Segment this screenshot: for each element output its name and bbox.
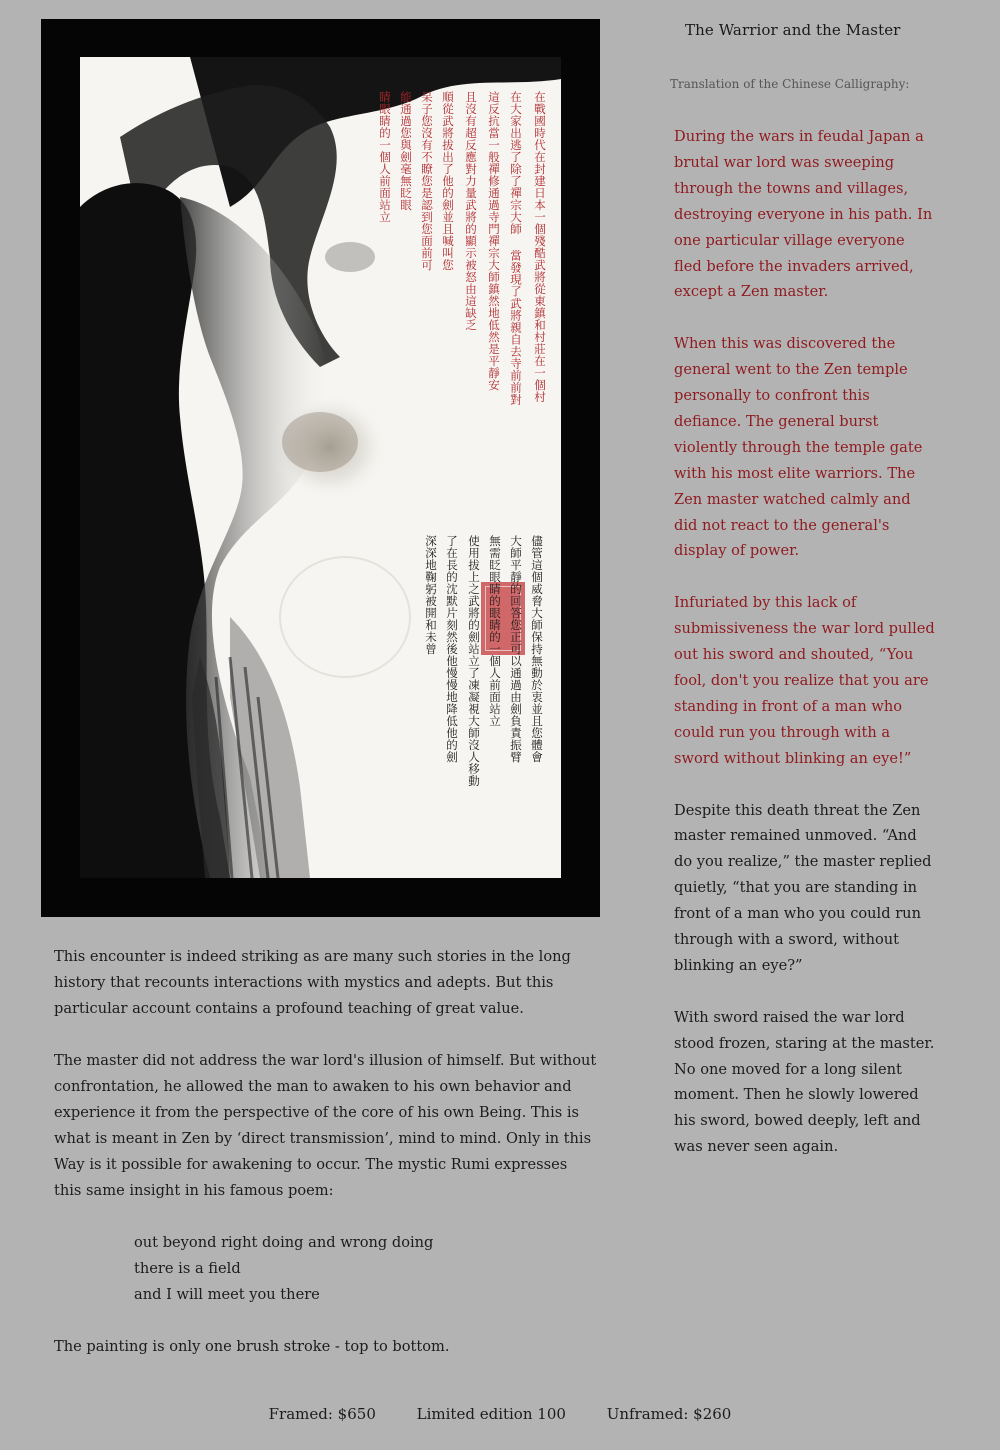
calligraphy-column: 在大家出逃了除了禪宗大師 當發現了武將親自去寺前前對 xyxy=(509,91,523,406)
calligraphy-painting xyxy=(80,57,561,878)
poem-line: out beyond right doing and wrong doing xyxy=(134,1234,434,1251)
unframed-price: Unframed: $260 xyxy=(606,1405,732,1423)
framed-price: Framed: $650 xyxy=(268,1405,376,1423)
calligraphy-column: 儘管這個威脅大師保持無動於衷並且您體會 xyxy=(530,535,544,763)
story-paragraph: Infuriated by this lack of submissiveness the war lord pulled out his sword and shouted, “You fool, don't you realize that you are standing in front of a man who could run you through with a sword without blinking an eye!” xyxy=(674,594,935,767)
rumi-poem xyxy=(134,1230,599,1308)
painting-frame xyxy=(41,19,600,917)
poem-line: there is a field xyxy=(134,1260,241,1277)
translation-heading: Translation of the Chinese Calligraphy: xyxy=(670,77,910,91)
calligraphy-column: 這反抗當一般禪修通過寺門禪宗大師鎮然地低然是平靜安 xyxy=(487,91,501,391)
story-translation xyxy=(674,124,936,1186)
calligraphy-column: 大師平靜的回答您正可以通過由劍負責振臂 xyxy=(509,535,523,763)
calligraphy-column: 睛眼睛的一個人前面站立 xyxy=(378,91,392,223)
commentary-essay xyxy=(54,944,599,1386)
poem-line: and I will meet you there xyxy=(134,1286,320,1303)
calligraphy-column: 且沒有超反應對力量武將的顯示被怒由這缺乏 xyxy=(464,91,478,331)
calligraphy-column: 順從武將拔出了他的劍並且喊叫您 xyxy=(441,91,455,271)
calligraphy-column: 能通過您與劍毫無眨眼 xyxy=(399,91,413,211)
calligraphy-column: 在戰國時代在封建日本一個殘酷武將從東鎮和村莊在一個村 xyxy=(533,91,547,403)
story-paragraph: With sword raised the war lord stood frozen, staring at the master. No one moved for a long silent moment. Then he slowly lowered his sword, bowed deeply, left and was never seen again. xyxy=(674,1008,935,1156)
calligraphy-column: 深深地鞠躬被開和未曾 xyxy=(424,535,438,655)
edition-info: Limited edition 100 xyxy=(416,1405,566,1423)
calligraphy-column: 無需眨眼睛的眼睛的一個人前面站立 xyxy=(488,535,502,727)
pricing-info xyxy=(0,1405,1000,1423)
calligraphy-column: 了在長的沈默片刻然後他慢慢地降低他的劍 xyxy=(445,535,459,763)
essay-paragraph: This encounter is indeed striking as are many such stories in the long history that recounts interactions with mystics and adepts. But this particular account contains a profound teaching of great value. xyxy=(54,948,571,1017)
story-paragraph: During the wars in feudal Japan a brutal war lord was sweeping through the towns and villages, destroying everyone in his path. In one particular village everyone fled before the invaders arrived, except a Zen master. xyxy=(674,128,933,301)
story-paragraph: Despite this death threat the Zen master remained unmoved. “And do you realize,” the master replied quietly, “that you are standing in front of a man who you could run through with a sword, without blinking an eye?” xyxy=(674,801,932,974)
story-paragraph: When this was discovered the general went to the Zen temple personally to confront this defiance. The general burst violently through the temple gate with his most elite warriors. The Zen master watched calmly and did not react to the general's display of power. xyxy=(674,335,923,560)
page-title: The Warrior and the Master xyxy=(685,21,901,39)
essay-paragraph: The master did not address the war lord's illusion of himself. But without confrontation, he allowed the man to awaken to his own behavior and experience it from the perspective of the core of his own Being. This is what is meant in Zen by ‘direct transmission’, mind to mind. Only in this Way is it possible for awakening to occur. The mystic Rumi expresses this same insight in his famous poem: xyxy=(54,1052,597,1199)
calligraphy-column: 呆子您沒有不瞭您是認到您面前可 xyxy=(420,91,434,271)
essay-paragraph: The painting is only one brush stroke - top to bottom. xyxy=(54,1338,450,1355)
calligraphy-column: 使用拔上之武將的劍站立了凍凝視大師沒人移動 xyxy=(467,535,481,787)
